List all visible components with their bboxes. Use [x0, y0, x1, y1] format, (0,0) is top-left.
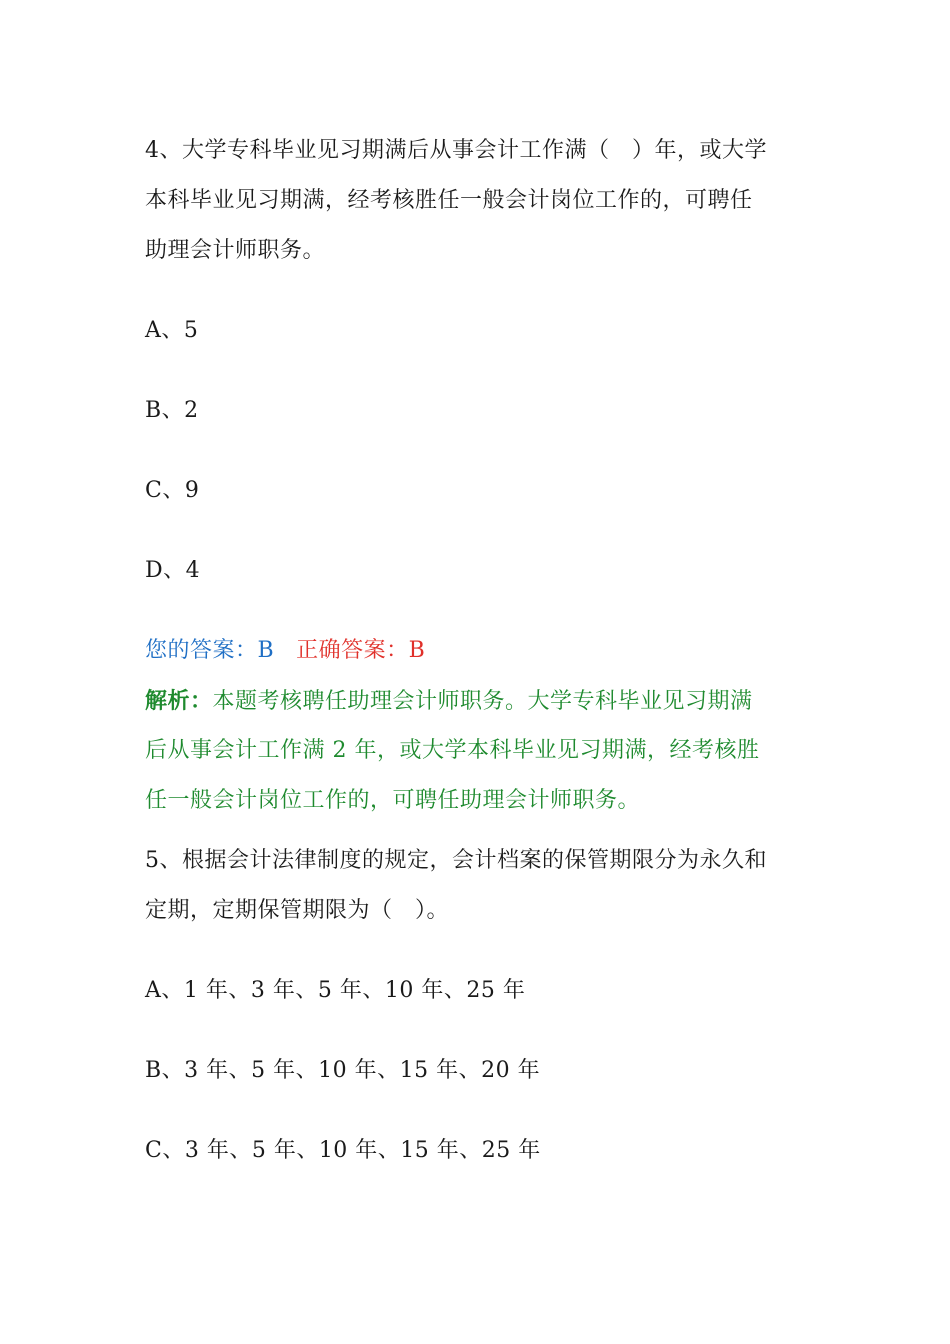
- q4-answer-row: [145, 636, 425, 666]
- your-answer: 您的答案：B: [145, 638, 275, 663]
- correct-answer: 正确答案：B: [296, 638, 426, 663]
- q4-stem-line-2: 本科毕业见习期满，经考核胜任一般会计岗位工作的，可聘任: [145, 188, 753, 213]
- q4-option-d: D、4: [145, 558, 201, 583]
- q4-stem-line-3: 助理会计师职务。: [145, 238, 326, 263]
- analysis-text-1: 本题考核聘任助理会计师职务。大学专科毕业见习期满: [212, 689, 753, 714]
- q4-option-b: B、2: [145, 398, 199, 423]
- q4-option-a: A、5: [145, 318, 199, 343]
- q5-option-a: A、1 年、3 年、5 年、10 年、25 年: [145, 978, 526, 1003]
- q4-analysis-line-2: 后从事会计工作满 2 年，或大学本科毕业见习期满，经考核胜: [145, 738, 760, 763]
- analysis-label: 解析：: [145, 688, 213, 714]
- q5-stem-line-1: 5、根据会计法律制度的规定，会计档案的保管期限分为永久和: [145, 848, 767, 873]
- q5-stem-line-2: 定期，定期保管期限为（ ）。: [145, 898, 450, 923]
- q4-option-c: C、9: [145, 478, 200, 503]
- q5-option-c: C、3 年、5 年、10 年、15 年、25 年: [145, 1138, 541, 1163]
- q5-option-b: B、3 年、5 年、10 年、15 年、20 年: [145, 1058, 541, 1083]
- q4-stem-line-1: 4、大学专科毕业见习期满后从事会计工作满（ ）年，或大学: [145, 138, 767, 163]
- q4-analysis-line-1: [145, 686, 753, 717]
- q4-analysis-line-3: 任一般会计岗位工作的，可聘任助理会计师职务。: [145, 788, 641, 813]
